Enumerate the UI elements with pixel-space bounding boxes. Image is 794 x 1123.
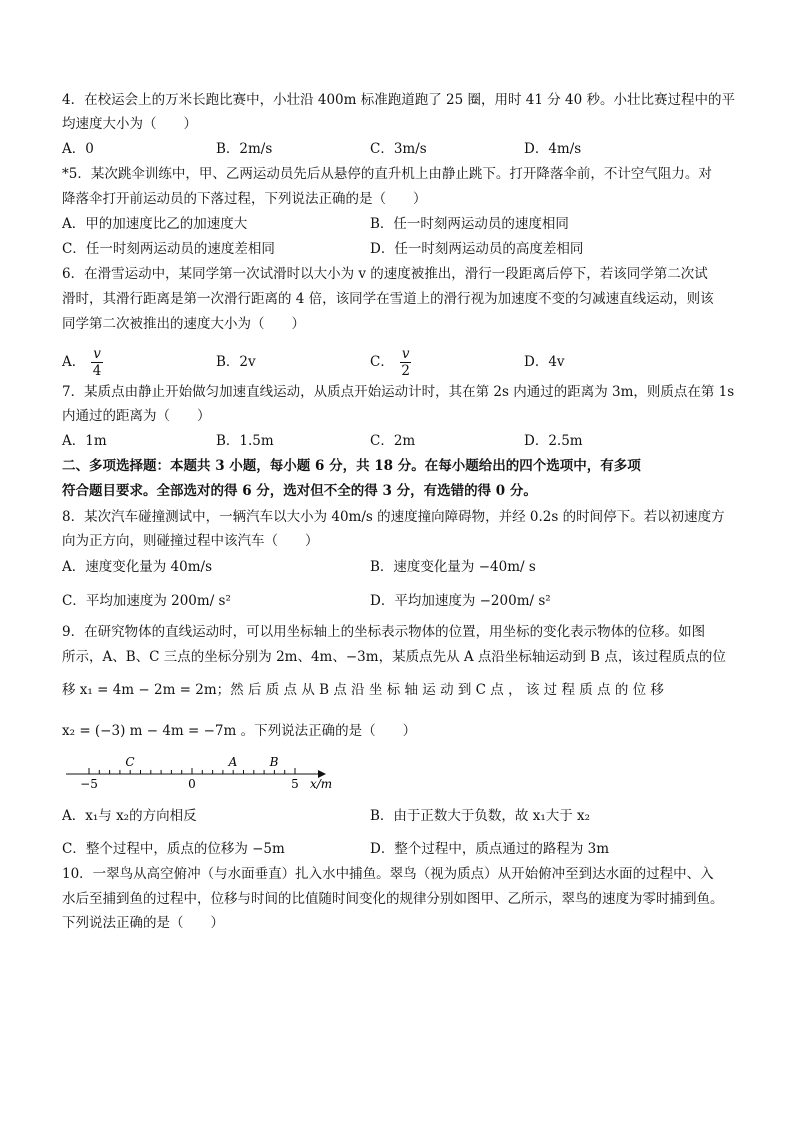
q7-stem-line2: 内通过的距离为（ ）	[62, 408, 211, 424]
q7-stem-line1: 7．某质点由静止开始做匀加速直线运动，从质点开始运动计时，其在第 2s 内通过的距离为 3m，则质点在第 1s	[62, 384, 735, 400]
q6-option-c-prefix: C．	[370, 354, 394, 370]
section2-heading-line1: 二、多项选择题：本题共 3 小题，每小题 6 分，共 18 分。在每小题给出的四个选项中，有多项	[62, 458, 641, 474]
fraction-denominator: 4	[92, 363, 102, 379]
fraction-denominator: 2	[401, 363, 410, 379]
q6-option-c-fraction	[400, 346, 412, 379]
q9-option-b: B．由于正数大于负数，故 x₁大于 x₂	[370, 808, 591, 824]
q6-option-b: B．2v	[216, 354, 256, 370]
q10-stem-line2: 水后至捕到鱼的过程中，位移与时间的比值随时间变化的规律分别如图甲、乙所示，翠鸟的速度为零时捕到鱼。	[62, 891, 724, 907]
q8-option-a: A．速度变化量为 40m/s	[62, 559, 212, 575]
q5-option-c: C．任一时刻两运动员的速度差相同	[62, 241, 275, 257]
q8-stem-line1: 8．某次汽车碰撞测试中，一辆汽车以大小为 40m/s 的速度撞向障碍物，并经 0.2s 的时间停下。若以初速度方	[62, 509, 725, 525]
q6-option-c	[370, 346, 411, 379]
point-label-a: A	[228, 755, 238, 769]
q6-option-a	[62, 346, 103, 379]
q5-stem-line2: 降落伞打开前运动员的下落过程，下列说法正确的是（ ）	[62, 191, 427, 207]
q5-option-a: A．甲的加速度比乙的加速度大	[62, 216, 248, 232]
q9-number-line-figure	[60, 748, 360, 796]
axis-label: x/m	[310, 777, 333, 791]
q8-option-d: D．平均加速度为 −200m/ s²	[370, 593, 551, 609]
q9-option-d: D．整个过程中，质点通过的路程为 3m	[370, 841, 610, 857]
q9-stem-line2: 所示，A、B、C 三点的坐标分别为 2m、4m、−3m，某质点先从 A 点沿坐标轴运动到 B 点，该过程质点的位	[62, 649, 726, 665]
tick-label-5: 5	[291, 777, 299, 791]
point-label-b: B	[269, 755, 279, 769]
q7-option-d: D．2.5m	[524, 433, 583, 449]
q8-option-b: B．速度变化量为 −40m/ s	[370, 559, 536, 575]
q7-option-b: B．1.5m	[216, 433, 274, 449]
q9-stem-line3: 移 x₁ = 4m − 2m = 2m；然 后 质 点 从 B 点 沿 坐 标 轴 运 动 到 C 点 ， 该 过 程 质 点 的 位 移	[62, 682, 664, 698]
q4-option-d: D．4m/s	[524, 141, 582, 157]
q6-option-d: D．4v	[524, 354, 565, 370]
q9-stem-line1: 9．在研究物体的直线运动时，可以用坐标轴上的坐标表示物体的位置，用坐标的变化表示物体的位移。如图	[62, 624, 706, 640]
tick-label-0: 0	[188, 777, 196, 791]
q5-option-b: B．任一时刻两运动员的速度相同	[370, 216, 569, 232]
tick-label-neg5: −5	[80, 777, 98, 791]
q6-stem-line2: 滑时，其滑行距离是第一次滑行距离的 4 倍，该同学在雪道上的滑行视为加速度不变的匀减速直线运动，则该	[62, 291, 714, 307]
q4-stem-line1: 4．在校运会上的万米长跑比赛中，小壮沿 400m 标准跑道跑了 25 圈，用时 41 分 40 秒。小壮比赛过程中的平	[62, 92, 736, 108]
fraction-numerator: v	[401, 346, 410, 362]
q8-stem-line2: 向为正方向，则碰撞过程中该汽车（ ）	[62, 533, 319, 549]
q6-stem-line3: 同学第二次被推出的速度大小为（ ）	[62, 316, 305, 332]
q9-stem-line4: x₂ = (−3) m − 4m = −7m 。下列说法正确的是（ ）	[62, 723, 417, 739]
q6-option-a-prefix: A．	[62, 354, 86, 370]
q4-option-c: C．3m/s	[370, 141, 427, 157]
point-label-c: C	[125, 755, 135, 769]
q4-stem-line2: 均速度大小为（ ）	[62, 116, 197, 132]
q6-stem-line1: 6．在滑雪运动中，某同学第一次试滑时以大小为 v 的速度被推出，滑行一段距离后停下，若该同学第二次试	[62, 266, 708, 282]
q7-option-c: C．2m	[370, 433, 416, 449]
q10-stem-line3: 下列说法正确的是（ ）	[62, 915, 224, 931]
q4-option-a: A．0	[62, 141, 94, 157]
q6-option-a-fraction	[91, 346, 103, 379]
fraction-numerator: v	[93, 346, 101, 362]
q4-option-b: B．2m/s	[216, 141, 273, 157]
q9-option-c: C．整个过程中，质点的位移为 −5m	[62, 841, 285, 857]
section2-heading-line2: 符合题目要求。全部选对的得 6 分，选对但不全的得 3 分，有选错的得 0 分。	[62, 483, 537, 499]
q5-stem-line1: *5．某次跳伞训练中，甲、乙两运动员先后从悬停的直升机上由静止跳下。打开降落伞前，不计空气阻力。对	[62, 166, 712, 182]
q9-option-a: A．x₁与 x₂的方向相反	[62, 808, 197, 824]
q10-stem-line1: 10．一翠鸟从高空俯冲（与水面垂直）扎入水中捕鱼。翠鸟（视为质点）从开始俯冲至到达水面的过程中、入	[62, 866, 714, 882]
q7-option-a: A．1m	[62, 433, 107, 449]
q8-option-c: C．平均加速度为 200m/ s²	[62, 593, 231, 609]
q5-option-d: D．任一时刻两运动员的高度差相同	[370, 241, 584, 257]
